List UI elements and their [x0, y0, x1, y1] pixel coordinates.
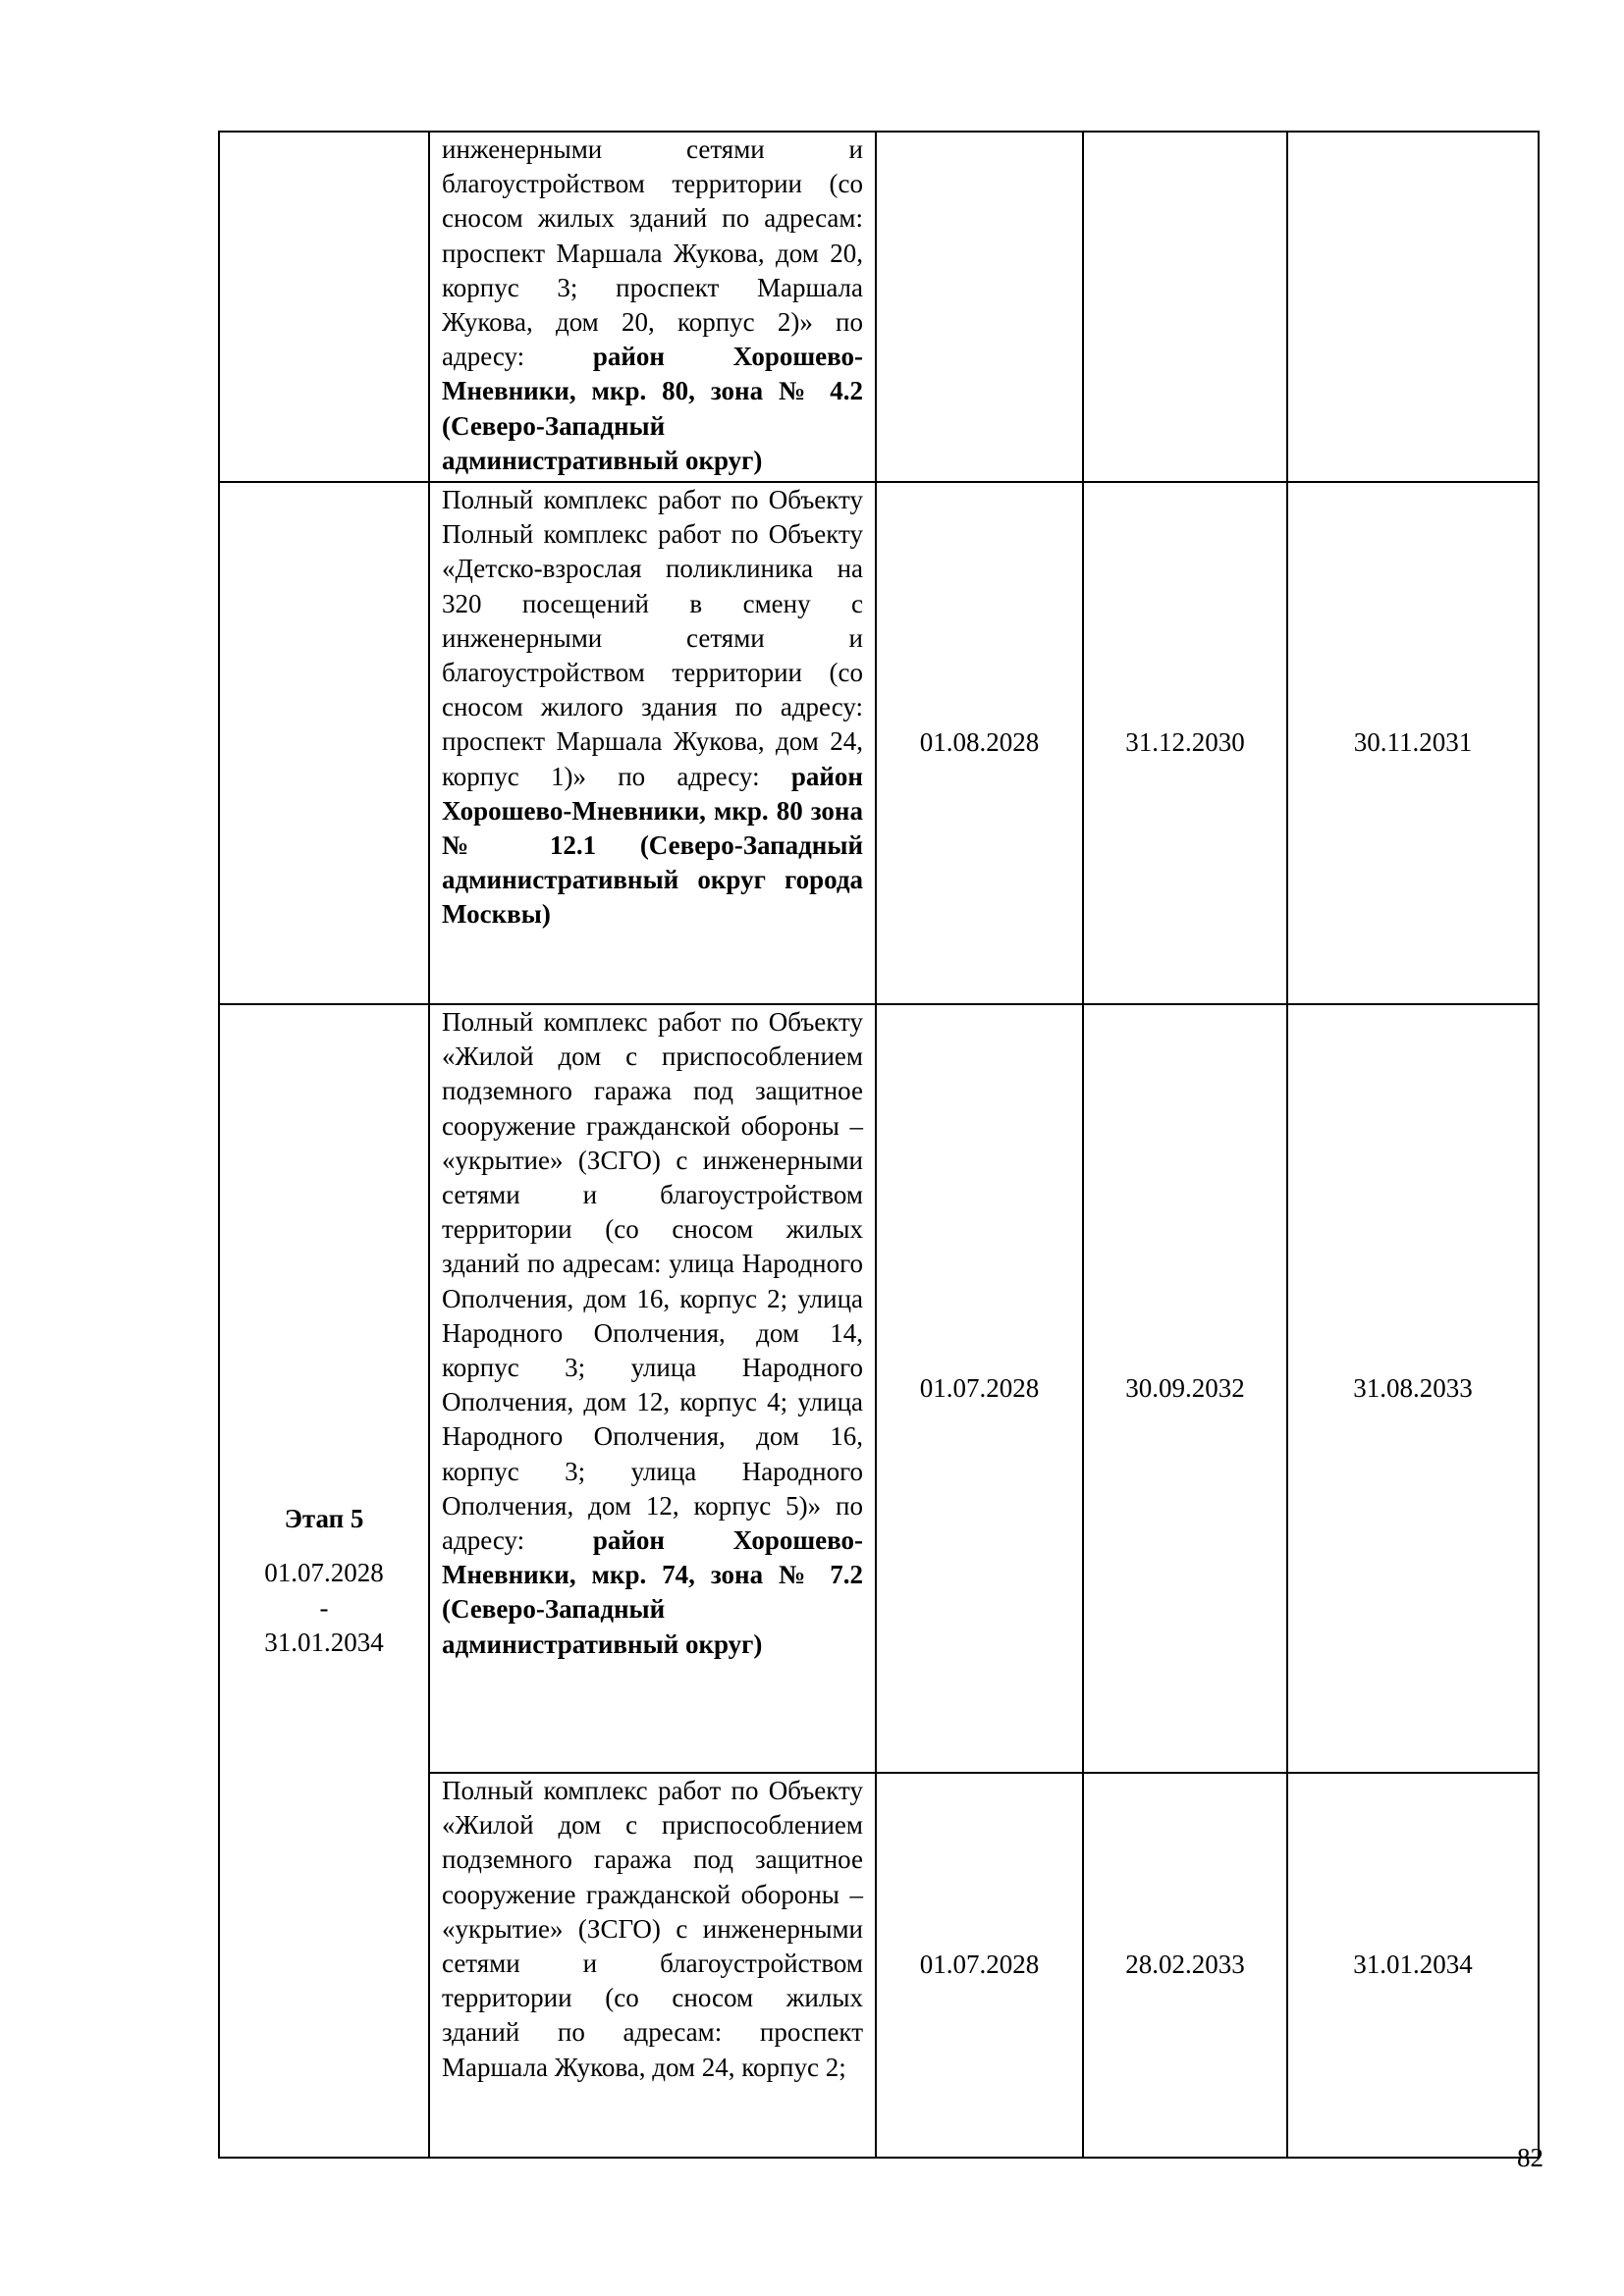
object-description: Полный комплекс работ по Объекту «Жилой дом с приспособлением подземного гаража под защитное сооружение гражданской обороны – «укрытие» (ЗСГО) с инженерными сетями и благоустройством территории (со сносом жилых зданий по адресам: проспект Маршала Жукова, дом 24, корпус 2; [429, 1773, 876, 2158]
stage-start-date: 01.07.2028 [264, 1558, 384, 1588]
stage-period [220, 1556, 428, 1660]
construction-end-date: 31.12.2030 [1083, 482, 1287, 1004]
construction-end-date: 30.09.2032 [1083, 1004, 1287, 1773]
construction-end-date [1083, 132, 1287, 482]
stage-dash: - [319, 1592, 329, 1623]
page-number: 82 [1517, 2143, 1543, 2172]
object-description: Полный комплекс работ по Объекту Полный комплекс работ по Объекту «Детско-взрослая поликлиника на 320 посещений в смену с инженерными сетями и благоустройством территории (со сносом жилого здания по адресу: проспект Маршала Жукова, дом 24, корпус 1)» по адресу: район Хорошево-Мневники, мкр. 80 зона № 12.1 (Северо-Западный административный округ города Москвы) [429, 482, 876, 1004]
completion-date: 31.01.2034 [1287, 1773, 1539, 2158]
start-date [876, 132, 1083, 482]
stage-end-date: 31.01.2034 [264, 1627, 384, 1657]
start-date: 01.08.2028 [876, 482, 1083, 1004]
stage-cell-empty [219, 482, 429, 1004]
stage-5-cell [219, 1004, 429, 2158]
object-description: Полный комплекс работ по Объекту «Жилой дом с приспособлением подземного гаража под защитное сооружение гражданской обороны – «укрытие» (ЗСГО) с инженерными сетями и благоустройством территории (со сносом жилых зданий по адресам: улица Народного Ополчения, дом 16, корпус 2; улица Народного Ополчения, дом 14, корпус 3; улица Народного Ополчения, дом 12, корпус 4; улица Народного Ополчения, дом 16, корпус 3; улица Народного Ополчения, дом 12, корпус 5)» по адресу: район Хорошево-Мневники, мкр. 74, зона № 7.2 (Северо-Западный административный округ) [429, 1004, 876, 1773]
table-row [219, 132, 1539, 482]
completion-date: 30.11.2031 [1287, 482, 1539, 1004]
completion-date [1287, 132, 1539, 482]
stage-cell-empty [219, 132, 429, 482]
schedule-table [218, 131, 1540, 2159]
construction-end-date: 28.02.2033 [1083, 1773, 1287, 2158]
table-row [219, 1004, 1539, 1773]
completion-date: 31.08.2033 [1287, 1004, 1539, 1773]
object-description: инженерными сетями и благоустройством территории (со сносом жилых зданий по адресам: проспект Маршала Жукова, дом 20, корпус 3; проспект Маршала Жукова, дом 20, корпус 2)» по адресу: район Хорошево-Мневники, мкр. 80, зона № 4.2 (Северо-Западный административный округ) [429, 132, 876, 482]
start-date: 01.07.2028 [876, 1773, 1083, 2158]
stage-title: Этап 5 [284, 1504, 364, 1534]
start-date: 01.07.2028 [876, 1004, 1083, 1773]
table-row [219, 482, 1539, 1004]
